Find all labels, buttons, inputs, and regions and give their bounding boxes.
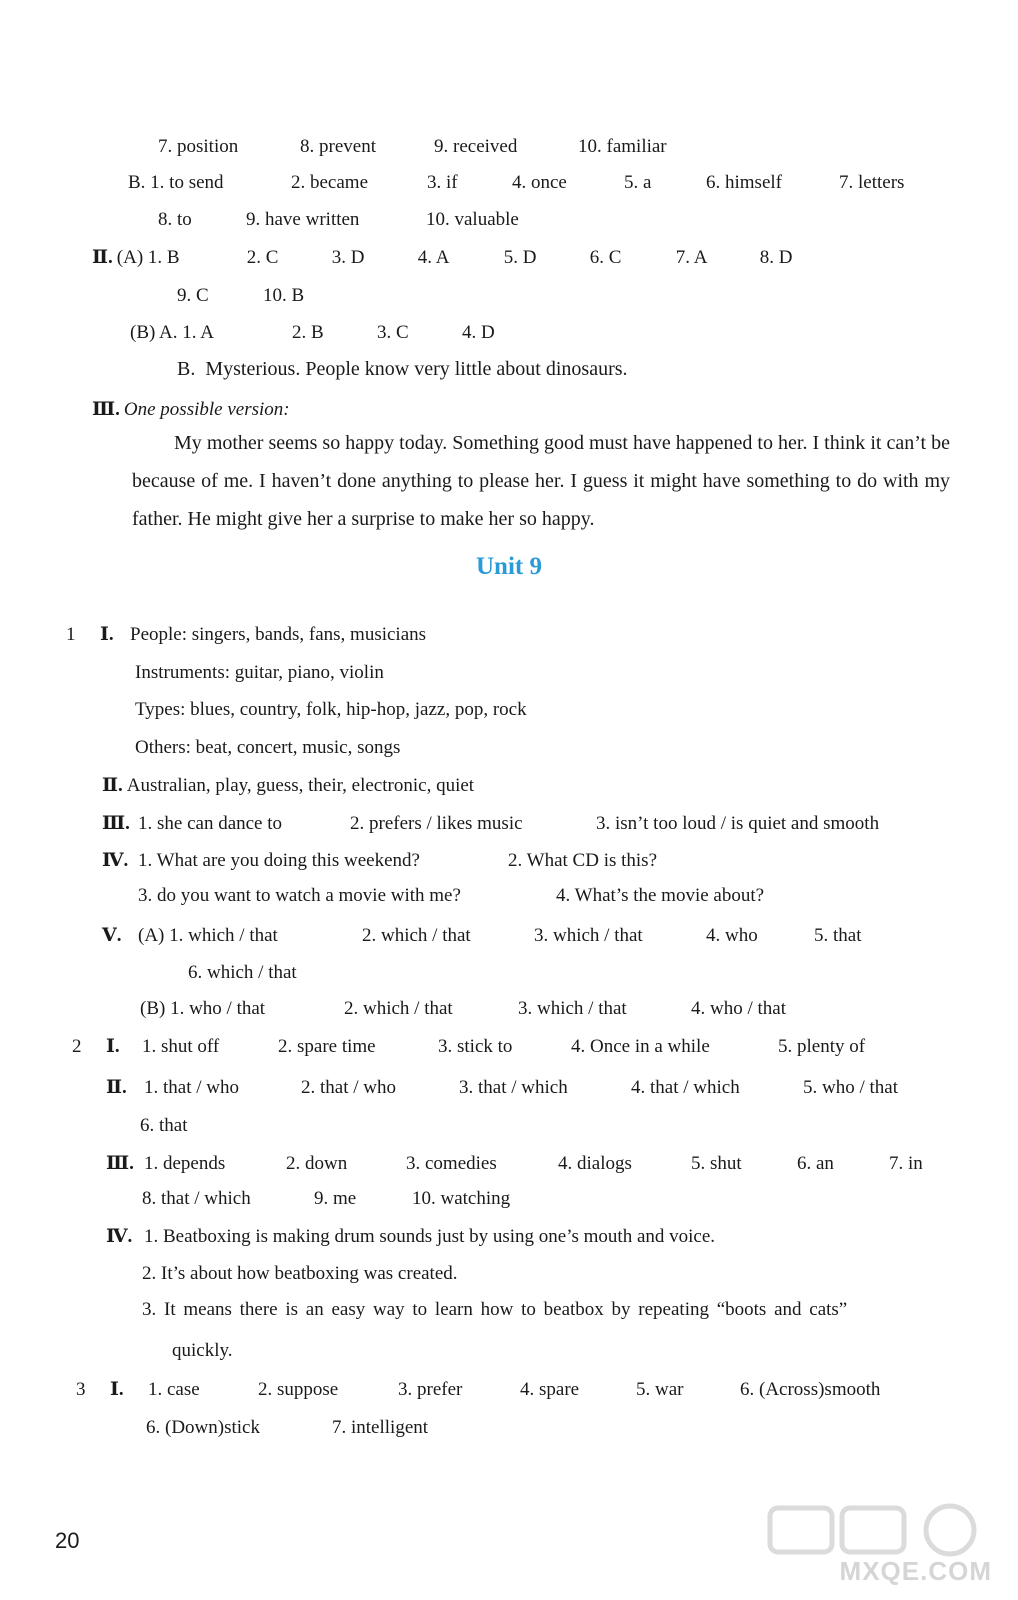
answer-item: 3. C xyxy=(377,322,409,343)
answer-sentence: B. Mysterious. People know very little about dinosaurs. xyxy=(177,358,628,380)
answer-item: (B) 1. who / that xyxy=(140,998,266,1019)
section-number: 1 xyxy=(66,624,76,645)
answer-line xyxy=(135,737,400,759)
unit-title: Unit 9 xyxy=(476,553,542,580)
answer-item: 4. dialogs xyxy=(558,1153,632,1174)
answer-item: 5. a xyxy=(624,172,652,193)
answer-item: 3. do you want to watch a movie with me? xyxy=(138,885,461,906)
section-label: Ⅳ. xyxy=(102,850,129,871)
answer-item: 2. which / that xyxy=(362,925,471,946)
section-label: Ⅱ. xyxy=(92,247,113,268)
answer-sentence: quickly. xyxy=(172,1340,233,1361)
page-number: 20 xyxy=(55,1528,80,1553)
answer-item: 2. C xyxy=(246,247,279,268)
answer-line xyxy=(142,1299,952,1321)
answer-item: 3. isn’t too loud / is quiet and smooth xyxy=(596,813,880,834)
answer-line xyxy=(142,1263,458,1285)
answer-item: 9. C xyxy=(177,285,209,306)
version-intro: One possible version: xyxy=(123,399,290,420)
answer-item: 2. suppose xyxy=(258,1379,339,1400)
answer-line xyxy=(102,812,879,835)
answer-item: 4. who xyxy=(706,925,758,946)
answer-item: 6. himself xyxy=(706,172,782,193)
answer-item: 5. shut xyxy=(691,1153,742,1174)
answer-line xyxy=(158,209,519,231)
watermark-text: MXQE.COM xyxy=(839,1556,992,1586)
answer-item: 2. B xyxy=(292,322,324,343)
answer-item: 7. letters xyxy=(839,172,905,193)
answer-line xyxy=(172,1340,233,1362)
answer-item: 9. have written xyxy=(246,209,360,230)
answer-item: 5. who / that xyxy=(803,1077,898,1098)
section-number: 3 xyxy=(76,1379,86,1400)
section-label: Ⅲ. xyxy=(106,1153,134,1174)
section-label: Ⅳ. xyxy=(106,1226,133,1247)
answer-line xyxy=(102,849,657,872)
answer-item: 8. that / which xyxy=(142,1188,251,1209)
answer-line xyxy=(177,285,304,307)
answer-item: 4. Once in a while xyxy=(571,1036,710,1057)
answer-item: 7. intelligent xyxy=(332,1417,429,1438)
answer-item: 5. war xyxy=(636,1379,684,1400)
answer-line xyxy=(76,1378,880,1401)
answer-item: Types: blues, country, folk, hip-hop, jazz, pop, rock xyxy=(135,699,527,720)
answer-item: 4. What’s the movie about? xyxy=(556,885,765,906)
answer-line xyxy=(106,1152,923,1175)
section-label: Ⅲ. xyxy=(102,813,130,834)
answer-item: 2. down xyxy=(286,1153,348,1174)
answer-item: 4. A xyxy=(417,247,450,268)
answer-item: People: singers, bands, fans, musicians xyxy=(130,624,427,645)
answer-item: 3. that / which xyxy=(459,1077,568,1098)
answer-line xyxy=(72,1035,865,1058)
answer-item: 10. familiar xyxy=(578,136,667,157)
answer-line xyxy=(140,1115,188,1137)
section-label: Ⅱ. xyxy=(102,775,123,796)
answer-item: 10. valuable xyxy=(426,209,519,230)
answer-sentence: 1. Beatboxing is making drum sounds just by using one’s mouth and voice. xyxy=(144,1226,716,1247)
answer-line xyxy=(135,662,384,684)
answer-item: 3. stick to xyxy=(438,1036,513,1057)
answer-item: 6. C xyxy=(589,247,622,268)
answer-item: 3. D xyxy=(331,247,365,268)
answer-line xyxy=(140,998,786,1020)
answer-item: Others: beat, concert, music, songs xyxy=(135,737,401,758)
answer-item: 4. that / which xyxy=(631,1077,740,1098)
section-number: 2 xyxy=(72,1036,82,1057)
answer-item: 6. an xyxy=(797,1153,834,1174)
answer-line xyxy=(177,358,628,381)
section-label: Ⅰ. xyxy=(100,624,114,645)
answer-item: 1. What are you doing this weekend? xyxy=(138,850,420,871)
answer-item: 6. that xyxy=(140,1115,188,1136)
answer-item: B. 1. to send xyxy=(128,172,224,193)
answer-item: 10. B xyxy=(263,285,305,306)
answer-sentence: 3. It means there is an easy way to learn how to beatbox by repeating “boots and cats” xyxy=(142,1299,848,1320)
section-label: Ⅰ. xyxy=(110,1379,124,1400)
answer-item: 3. prefer xyxy=(398,1379,463,1400)
answer-item: 3. which / that xyxy=(518,998,627,1019)
answer-item: 6. (Across)smooth xyxy=(740,1379,881,1400)
answer-line xyxy=(106,1225,715,1248)
answer-line xyxy=(128,172,904,194)
answer-item: 10. watching xyxy=(412,1188,511,1209)
answer-item: 6. which / that xyxy=(188,962,297,983)
answer-item: 2. spare time xyxy=(278,1036,376,1057)
answer-item: 1. she can dance to xyxy=(138,813,283,834)
answer-item: 5. that xyxy=(814,925,862,946)
answer-item: 1. that / who xyxy=(144,1077,239,1098)
answer-item: 4. who / that xyxy=(691,998,786,1019)
answer-item: 2. What CD is this? xyxy=(508,850,658,871)
section-label: Ⅰ. xyxy=(106,1036,120,1057)
answer-item: 7. in xyxy=(889,1153,923,1174)
answer-item: 9. received xyxy=(434,136,518,157)
answer-item: 2. became xyxy=(291,172,369,193)
answer-line xyxy=(92,246,793,269)
answer-item: 5. D xyxy=(503,247,537,268)
answer-line xyxy=(102,774,474,797)
answer-item: 5. plenty of xyxy=(778,1036,866,1057)
section-label: Ⅲ. xyxy=(92,399,120,420)
answer-line xyxy=(158,136,667,158)
answer-item: (A) 1. B xyxy=(116,247,180,268)
answer-item: 4. D xyxy=(462,322,495,343)
answer-item: 8. D xyxy=(759,247,793,268)
section-label: Ⅱ. xyxy=(106,1077,127,1098)
answer-item: 7. position xyxy=(158,136,239,157)
answer-item: (A) 1. which / that xyxy=(138,925,278,946)
answer-item: 3. which / that xyxy=(534,925,643,946)
answer-item: 1. depends xyxy=(144,1153,226,1174)
answer-line xyxy=(142,1188,510,1210)
section-label: Ⅴ. xyxy=(102,925,122,946)
answer-item: Instruments: guitar, piano, violin xyxy=(135,662,384,683)
answer-item: 4. once xyxy=(512,172,567,193)
watermark-logo xyxy=(760,1498,1000,1593)
answer-item: 2. that / who xyxy=(301,1077,396,1098)
answer-item: Australian, play, guess, their, electronic, quiet xyxy=(126,775,475,796)
answer-item: 1. shut off xyxy=(142,1036,220,1057)
answer-line xyxy=(102,924,862,947)
sample-essay: My mother seems so happy today. Something good must have happened to her. I think it can’t be because of me. I haven’t done anything to please her. I guess it might have something to do with my father. He might give her a surprise to make her so happy. xyxy=(132,432,950,530)
answer-item: 7. A xyxy=(675,247,708,268)
answer-item: 2. prefers / likes music xyxy=(350,813,523,834)
answer-line xyxy=(135,699,527,721)
answer-item: 6. (Down)stick xyxy=(146,1417,260,1438)
answer-item: 2. which / that xyxy=(344,998,453,1019)
answer-line xyxy=(146,1417,428,1439)
answer-line xyxy=(106,1076,898,1099)
answer-item: 3. comedies xyxy=(406,1153,497,1174)
answer-line xyxy=(138,885,764,907)
answer-sentence: 2. It’s about how beatboxing was created. xyxy=(142,1263,458,1284)
answer-item: 1. case xyxy=(148,1379,200,1400)
answer-line xyxy=(66,623,426,646)
answer-item: 8. to xyxy=(158,209,192,230)
answer-item: 3. if xyxy=(427,172,458,193)
answer-item: 8. prevent xyxy=(300,136,376,157)
answer-line xyxy=(130,322,495,344)
answer-line xyxy=(188,962,297,984)
answer-line xyxy=(92,398,290,421)
answer-item: 9. me xyxy=(314,1188,357,1209)
answer-item: 4. spare xyxy=(520,1379,580,1400)
answer-item: (B) A. 1. A xyxy=(130,322,214,343)
